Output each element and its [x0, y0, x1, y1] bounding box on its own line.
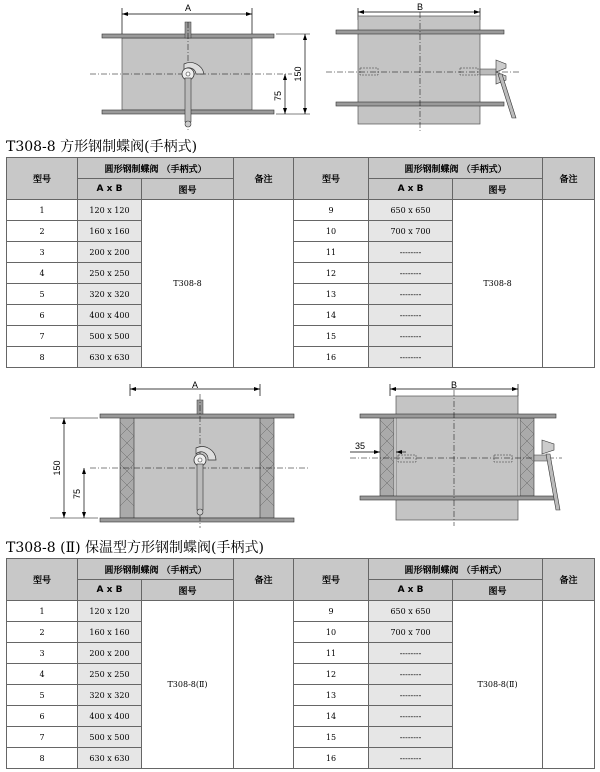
- remark-cell: [543, 601, 595, 769]
- size-cell: 500 x 500: [78, 326, 142, 347]
- size-cell: 160 x 160: [78, 221, 142, 242]
- size-cell: 650 x 650: [369, 601, 453, 622]
- model-cell: 4: [7, 664, 78, 685]
- model-cell: 8: [7, 347, 78, 368]
- size-cell: --------: [369, 284, 453, 305]
- size-cell: 500 x 500: [78, 727, 142, 748]
- drawing-side-view-2: [330, 380, 570, 530]
- header-drawing-no: 图号: [453, 580, 543, 601]
- drawing-side-view-1: [320, 2, 540, 142]
- model-cell: 15: [294, 326, 369, 347]
- dim-150-label: 150: [52, 460, 62, 476]
- size-cell: --------: [369, 263, 453, 284]
- dim-a-label: A: [191, 380, 199, 390]
- size-cell: 630 x 630: [78, 347, 142, 368]
- size-cell: 630 x 630: [78, 748, 142, 769]
- model-cell: 7: [7, 727, 78, 748]
- model-cell: 10: [294, 622, 369, 643]
- size-cell: 120 x 120: [78, 200, 142, 221]
- header-axb: A x B: [369, 179, 453, 200]
- section1-title: T308-8 方形钢制蝶阀(手柄式): [6, 139, 198, 155]
- model-cell: 5: [7, 685, 78, 706]
- size-cell: 160 x 160: [78, 622, 142, 643]
- header-group: 圆形钢制蝶阀 （手柄式）: [78, 559, 234, 580]
- size-cell: 320 x 320: [78, 284, 142, 305]
- model-cell: 11: [294, 242, 369, 263]
- header-drawing-no: 图号: [142, 179, 234, 200]
- model-cell: 1: [7, 601, 78, 622]
- model-cell: 16: [294, 748, 369, 769]
- model-cell: 9: [294, 601, 369, 622]
- dim-75-label: 75: [273, 90, 283, 102]
- model-cell: 14: [294, 706, 369, 727]
- model-cell: 2: [7, 221, 78, 242]
- model-cell: 2: [7, 622, 78, 643]
- dim-b-label: B: [416, 2, 424, 12]
- dim-a-label: A: [184, 3, 192, 13]
- header-model: 型号: [7, 158, 78, 200]
- model-cell: 6: [7, 305, 78, 326]
- model-cell: 12: [294, 263, 369, 284]
- model-cell: 13: [294, 284, 369, 305]
- header-remark: 备注: [543, 158, 595, 200]
- remark-cell: [543, 200, 595, 368]
- drawing-front-view-1: [80, 2, 320, 142]
- header-group: 圆形钢制蝶阀 （手柄式）: [369, 158, 543, 179]
- model-cell: 13: [294, 685, 369, 706]
- size-cell: 400 x 400: [78, 305, 142, 326]
- drawing-no-cell: T308-8(Ⅱ): [453, 601, 543, 769]
- model-cell: 7: [7, 326, 78, 347]
- size-cell: --------: [369, 305, 453, 326]
- size-cell: 200 x 200: [78, 242, 142, 263]
- model-cell: 15: [294, 727, 369, 748]
- model-cell: 11: [294, 643, 369, 664]
- size-cell: 200 x 200: [78, 643, 142, 664]
- header-remark: 备注: [234, 559, 294, 601]
- model-cell: 3: [7, 643, 78, 664]
- drawing-no-cell: T308-8(Ⅱ): [142, 601, 234, 769]
- size-cell: 650 x 650: [369, 200, 453, 221]
- header-axb: A x B: [78, 580, 142, 601]
- header-axb: A x B: [78, 179, 142, 200]
- model-cell: 3: [7, 242, 78, 263]
- drawing-no-cell: T308-8: [142, 200, 234, 368]
- header-drawing-no: 图号: [142, 580, 234, 601]
- size-cell: 700 x 700: [369, 622, 453, 643]
- model-cell: 9: [294, 200, 369, 221]
- dim-75-label: 75: [72, 488, 82, 500]
- header-model: 型号: [294, 158, 369, 200]
- dim-35-label: 35: [354, 441, 366, 451]
- spec-table-2: [6, 558, 595, 769]
- header-drawing-no: 图号: [453, 179, 543, 200]
- size-cell: 250 x 250: [78, 664, 142, 685]
- model-cell: 16: [294, 347, 369, 368]
- size-cell: 250 x 250: [78, 263, 142, 284]
- model-cell: 8: [7, 748, 78, 769]
- section2-title: T308-8 (Ⅱ) 保温型方形钢制蝶阀(手柄式): [6, 540, 264, 556]
- size-cell: --------: [369, 664, 453, 685]
- size-cell: --------: [369, 748, 453, 769]
- size-cell: --------: [369, 242, 453, 263]
- remark-cell: [234, 601, 294, 769]
- size-cell: 120 x 120: [78, 601, 142, 622]
- header-model: 型号: [7, 559, 78, 601]
- spec-table-1: [6, 157, 595, 368]
- header-remark: 备注: [543, 559, 595, 601]
- drawing-no-cell: T308-8: [453, 200, 543, 368]
- size-cell: --------: [369, 347, 453, 368]
- size-cell: --------: [369, 727, 453, 748]
- size-cell: 400 x 400: [78, 706, 142, 727]
- header-model: 型号: [294, 559, 369, 601]
- model-cell: 10: [294, 221, 369, 242]
- header-axb: A x B: [369, 580, 453, 601]
- size-cell: 320 x 320: [78, 685, 142, 706]
- header-remark: 备注: [234, 158, 294, 200]
- header-group: 圆形钢制蝶阀 （手柄式）: [369, 559, 543, 580]
- remark-cell: [234, 200, 294, 368]
- model-cell: 12: [294, 664, 369, 685]
- header-group: 圆形钢制蝶阀 （手柄式）: [78, 158, 234, 179]
- size-cell: --------: [369, 706, 453, 727]
- drawing-front-view-2: [40, 380, 320, 530]
- dim-150-label: 150: [293, 66, 303, 82]
- size-cell: --------: [369, 685, 453, 706]
- model-cell: 14: [294, 305, 369, 326]
- model-cell: 1: [7, 200, 78, 221]
- size-cell: 700 x 700: [369, 221, 453, 242]
- dim-b-label: B: [450, 380, 458, 390]
- model-cell: 5: [7, 284, 78, 305]
- size-cell: --------: [369, 326, 453, 347]
- model-cell: 4: [7, 263, 78, 284]
- model-cell: 6: [7, 706, 78, 727]
- size-cell: --------: [369, 643, 453, 664]
